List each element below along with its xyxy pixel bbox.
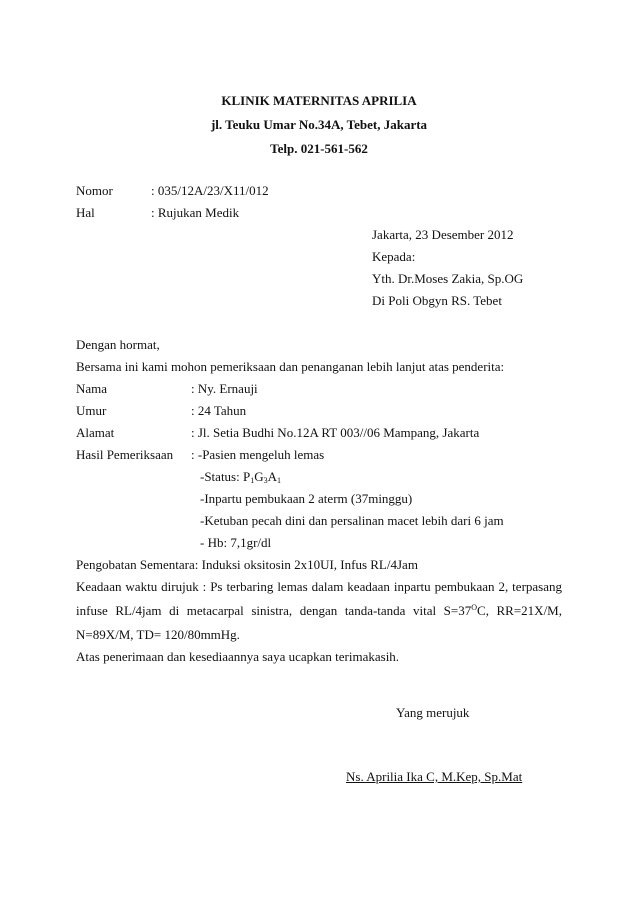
- treatment-text: Pengobatan Sementara: Induksi oksitosin 2x10UI, Infus RL/4Jam: [76, 557, 418, 572]
- clinic-phone: Telp. 021-561-562: [270, 141, 368, 156]
- condition-line-1: Keadaan waktu dirujuk : Ps terbaring lemas dalam keadaan inpartu pembukaan 2, terpasang: [76, 579, 562, 594]
- closing-text: Atas penerimaan dan kesediaannya saya ucapkan terimakasih.: [76, 649, 400, 664]
- condition-line-3: N=89X/M, TD= 120/80mmHg.: [76, 627, 240, 642]
- nomor-value: : 035/12A/23/X11/012: [151, 183, 269, 198]
- field-value: : Jl. Setia Budhi No.12A RT 003//06 Mampang, Jakarta: [191, 425, 480, 440]
- recipient-name: Yth. Dr.Moses Zakia, Sp.OG: [372, 271, 524, 286]
- hal-label: Hal: [76, 205, 95, 220]
- place-date: Jakarta, 23 Desember 2012: [372, 227, 514, 242]
- field-value: : 24 Tahun: [191, 403, 247, 418]
- intro-text: Bersama ini kami mohon pemeriksaan dan penanganan lebih lanjut atas penderita:: [76, 359, 505, 374]
- greeting: Dengan hormat,: [76, 337, 160, 352]
- field-label: Umur: [76, 403, 107, 418]
- clinic-address: jl. Teuku Umar No.34A, Tebet, Jakarta: [210, 117, 428, 132]
- kepada: Kepada:: [372, 249, 416, 264]
- field-value: : Ny. Ernauji: [191, 381, 258, 396]
- signature-label: Yang merujuk: [396, 705, 470, 720]
- field-label: Nama: [76, 381, 108, 396]
- condition-line-2: infuse RL/4jam di metacarpal sinistra, dengan tanda-tanda vital $S=37^OC$, RR=21X/M,: [76, 603, 562, 618]
- hal-value: : Rujukan Medik: [151, 205, 240, 220]
- status-line: -Status: $P_1G_3A_1$: [200, 469, 281, 485]
- clinic-name: KLINIK MATERNITAS APRILIA: [221, 93, 417, 108]
- field-label: Hasil Pemeriksaan: [76, 447, 174, 462]
- nomor-label: Nomor: [76, 183, 113, 198]
- finding-item: - Hb: 7,1gr/dl: [200, 535, 272, 550]
- finding-item: -Inpartu pembukaan 2 aterm (37minggu): [200, 491, 413, 506]
- recipient-location: Di Poli Obgyn RS. Tebet: [372, 293, 502, 308]
- field-label: Alamat: [76, 425, 115, 440]
- finding-item: -Ketuban pecah dini dan persalinan macet lebih dari 6 jam: [200, 513, 504, 528]
- signature-name: Ns. Aprilia Ika C, M.Kep, Sp.Mat: [346, 769, 523, 784]
- field-value: : -Pasien mengeluh lemas: [191, 447, 325, 462]
